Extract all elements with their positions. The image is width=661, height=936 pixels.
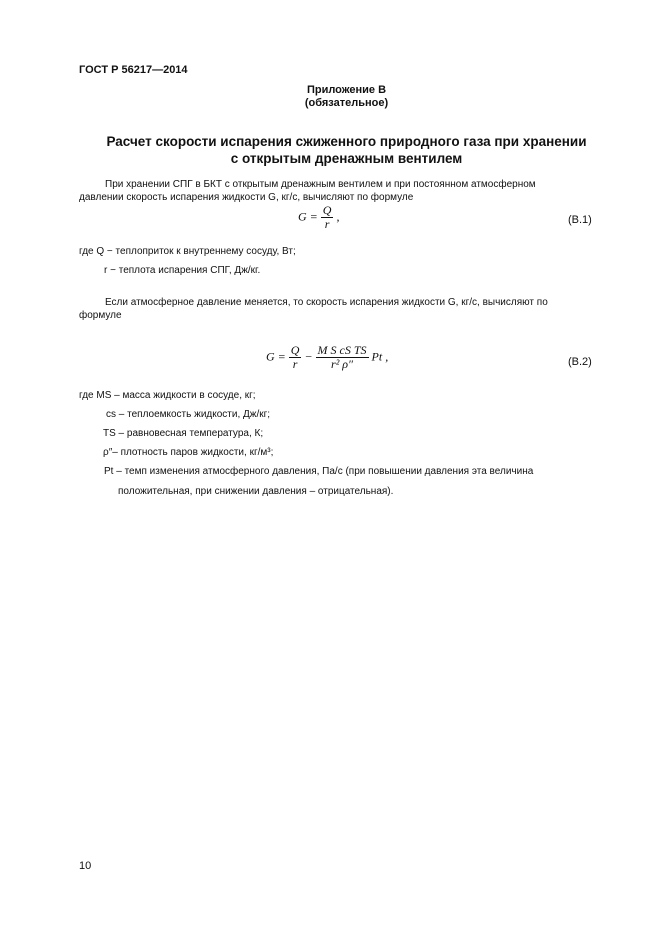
formula-b2 (266, 344, 388, 371)
formula-b2-denominator1: r (292, 357, 298, 371)
formula-b2-numerator1: Q (290, 343, 300, 357)
formula-b1-denominator: r (324, 217, 330, 231)
paragraph2-line2: формуле (79, 310, 122, 321)
where2-pt-line2: положительная, при снижении давления – отрицательная). (118, 486, 394, 497)
where2-pt-line1: Pt – темп изменения атмосферного давления, Па/с (при повышении давления эта величина (104, 466, 534, 477)
section-title-line2: с открытым дренажным вентилем (230, 151, 463, 166)
formula-b2-minus: − (304, 349, 313, 364)
formula-b2-fraction1 (289, 344, 302, 371)
formula-b2-fraction2 (316, 344, 369, 371)
section-title-line1: Расчет скорости испарения сжиженного природного газа при хранении (106, 134, 587, 149)
paragraph2-line1: Если атмосферное давление меняется, то скорость испарения жидкости G, кг/с, вычисляют по (105, 297, 548, 308)
appendix-status: (обязательное) (304, 97, 389, 109)
formula-b1-lhs: G = (298, 209, 318, 224)
page-number: 10 (79, 860, 92, 872)
formula-b1-number: (В.1) (568, 214, 592, 226)
where2-ms: где MS – масса жидкости в сосуде, кг; (79, 390, 256, 401)
where2-rho: ρ″– плотность паров жидкости, кг/м³; (103, 447, 274, 458)
formula-b2-tail: Pt , (371, 349, 389, 364)
where1-q: где Q − теплоприток к внутреннему сосуду, Вт; (79, 246, 296, 257)
where1-r: r − теплота испарения СПГ, Дж/кг. (104, 265, 261, 276)
formula-b1-tail: , (336, 209, 340, 224)
paragraph1-line2: давлении скорость испарения жидкости G, кг/с, вычисляют по формуле (79, 192, 414, 203)
appendix-title: Приложение В (306, 84, 387, 96)
where2-ts: TS – равновесная температура, К; (103, 428, 264, 439)
formula-b2-denominator2: r² ρ″ (331, 357, 354, 371)
standard-code: ГОСТ Р 56217—2014 (79, 64, 188, 76)
formula-b2-numerator2: M S cS TS (317, 343, 367, 357)
where2-cs: cs – теплоемкость жидкости, Дж/кг; (106, 409, 271, 420)
formula-b2-lhs: G = (266, 349, 286, 364)
formula-b2-number: (В.2) (568, 356, 592, 368)
formula-b1-fraction (321, 204, 334, 231)
formula-b1-numerator: Q (322, 203, 332, 217)
formula-b1 (298, 204, 339, 231)
paragraph1-line1: При хранении СПГ в БКТ с открытым дренажным вентилем и при постоянном атмосферном (105, 179, 536, 190)
